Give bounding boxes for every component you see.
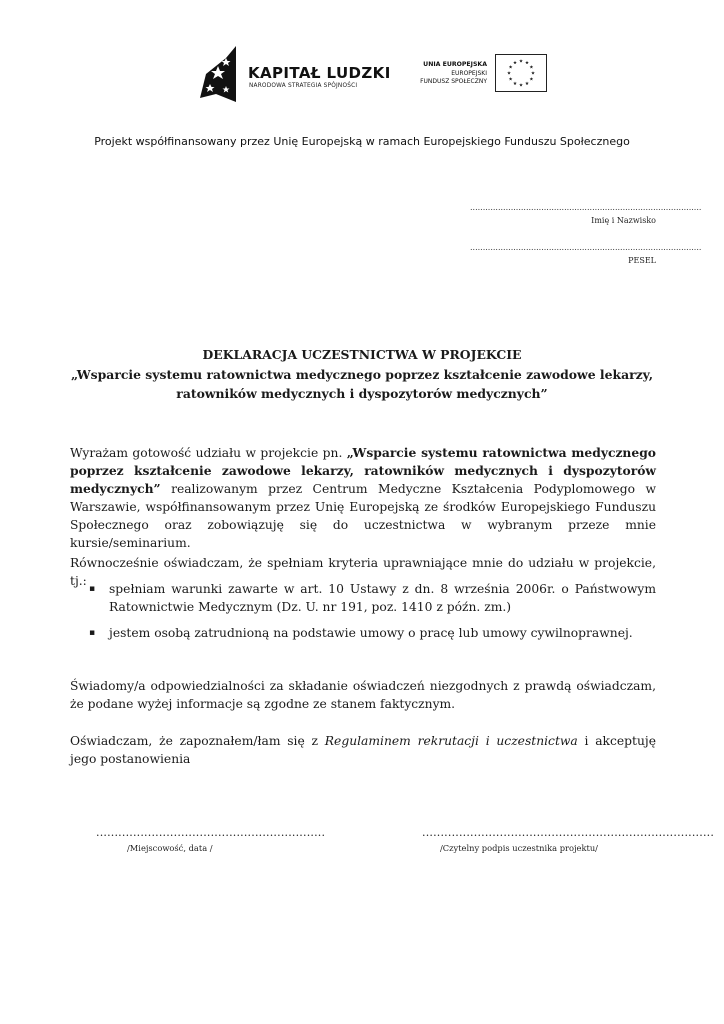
eu-logo-line3: FUNDUSZ SPOŁECZNY	[420, 78, 487, 85]
paragraph-participation-rest: realizowanym przez Centrum Medyczne Kształcenia Podyplomowego w Warszawie, współfinansowanym przez Unię Europejską ze środków Europejskiego Funduszu Społecznego oraz zobowiązuję się do uczestnictwa w wybranym przeze mnie kursie/seminarium.	[70, 482, 656, 550]
project-name-line2: ratowników medycznych i dyspozytorów medycznych”	[176, 386, 548, 401]
kl-logo-title: KAPITAŁ LUDZKI	[248, 64, 391, 82]
declaration-title: DEKLARACJA UCZESTNICTWA W PROJEKCIE	[202, 347, 522, 362]
signature-line[interactable]: ...............................................................................	[422, 826, 715, 839]
signature-label: /Czytelny podpis uczestnika projektu/	[440, 843, 598, 853]
place-date-label: /Miejscowość, data /	[127, 843, 213, 853]
list-item-text: jestem osobą zatrudnioną na podstawie umowy o pracę lub umowy cywilnoprawnej.	[109, 626, 633, 640]
pesel-field-line[interactable]: ...........................................................................................	[470, 243, 702, 252]
list-item-text: spełniam warunki zawarte w art. 10 Ustawy z dn. 8 września 2006r. o Państwowym Ratownictwie Medycznym (Dz. U. nr 191, poz. 1410 z późn. zm.)	[109, 582, 656, 614]
paragraph-participation	[70, 444, 656, 552]
paragraph-participation-intro: Wyrażam gotowość udziału w projekcie pn.	[70, 446, 347, 460]
cofinancing-statement: Projekt współfinansowany przez Unię Europejską w ramach Europejskiego Funduszu Społecznego	[94, 135, 630, 148]
eu-flag-icon	[495, 54, 547, 92]
place-date-line[interactable]: ..............................................................	[96, 826, 326, 839]
paragraph-regulations-rest: i akceptuję jego postanowienia	[70, 734, 656, 766]
name-field-label: Imię i Nazwisko	[591, 216, 656, 225]
bullet-icon: ▪	[89, 628, 96, 638]
project-name-line1: „Wsparcie systemu ratownictwa medycznego poprzez kształcenie zawodowe lekarzy,	[70, 367, 654, 382]
name-field-line[interactable]: ...........................................................................................	[470, 203, 702, 212]
paragraph-responsibility: Świadomy/a odpowiedzialności za składanie oświadczeń niezgodnych z prawdą oświadczam, że podane wyżej informacje są zgodne ze stanem faktycznym.	[70, 679, 656, 711]
pesel-field-label: PESEL	[628, 256, 656, 265]
bullet-icon: ▪	[89, 584, 96, 594]
paragraph-criteria: Równocześnie oświadczam, że spełniam kryteria uprawniające mnie do udziału w projekcie, tj.:	[70, 556, 656, 588]
eu-logo-line1: UNIA EUROPEJSKA	[423, 61, 487, 68]
eu-logo-line2: EUROPEJSKI	[451, 70, 487, 77]
paragraph-regulations-intro: Oświadczam, że zapoznałem/łam się z	[70, 734, 325, 748]
paragraph-participation-project: „Wsparcie systemu ratownictwa medycznego poprzez kształcenie zawodowe lekarzy, ratowników medycznych i dyspozytorów medycznych”	[70, 445, 656, 496]
paragraph-regulations	[70, 732, 656, 768]
criteria-list	[89, 580, 656, 650]
kl-logo-subtitle: NARODOWA STRATEGIA SPÓJNOŚCI	[249, 83, 358, 89]
regulations-title: Regulaminem rekrutacji i uczestnictwa	[324, 734, 578, 748]
list-item	[89, 624, 656, 642]
list-item	[89, 580, 656, 616]
